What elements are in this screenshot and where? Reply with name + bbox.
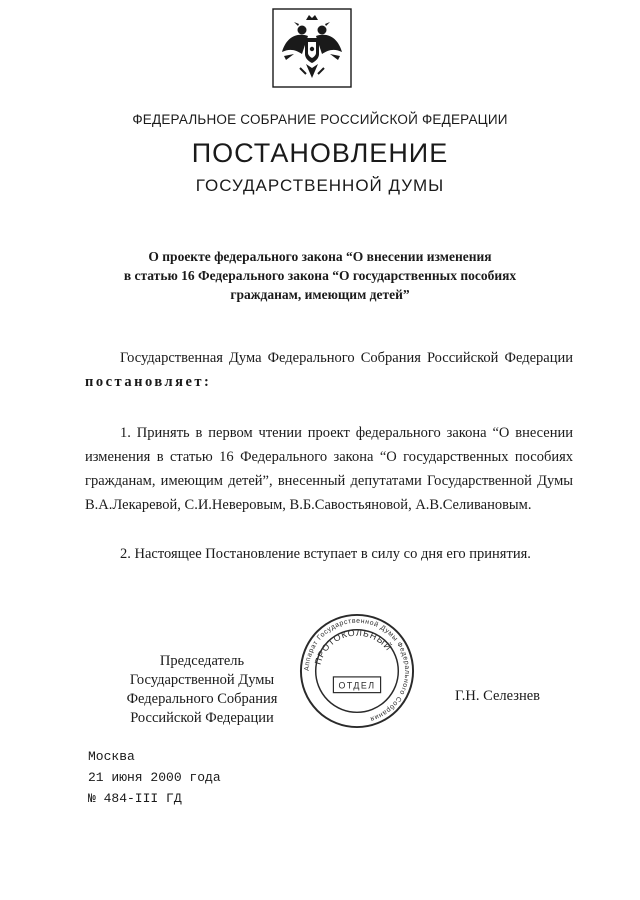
preamble-text: Государственная Дума Федерального Собрания Российской Федерации [120, 350, 573, 366]
preamble-paragraph [85, 346, 573, 394]
preamble-verb: постановляет: [85, 374, 212, 390]
official-seal-stamp [298, 612, 416, 730]
federal-assembly-heading: ФЕДЕРАЛЬНОЕ СОБРАНИЕ РОССИЙСКОЙ ФЕДЕРАЦИИ [132, 112, 508, 127]
stamp-inner-text: ПРОТОКОЛЬНЫЙ [312, 627, 394, 666]
signatory-title-line: Председатель Государственной Думы [129, 653, 275, 688]
coat-of-arms-emblem [272, 8, 352, 88]
date-of-issue: 21 июня 2000 года [88, 770, 221, 785]
place-of-issue: Москва [88, 749, 135, 764]
subject-line: О проекте федерального закона “О внесении изменения [148, 249, 492, 264]
document-type-title: ПОСТАНОВЛЕНИЕ [191, 138, 449, 168]
signatory-title-line: Российской Федерации [130, 710, 274, 726]
document-footer [88, 746, 221, 809]
signatory-name: Г.Н. Селезнев [455, 688, 540, 704]
stamp-center-text: ОТДЕЛ [338, 680, 376, 691]
stamp-outer-text: Аппарат Государственной Думы Федерального Собрания [303, 617, 411, 723]
signatory-title-line: Федерального Собрания [126, 691, 278, 707]
resolution-subject [90, 247, 550, 304]
resolution-item [85, 542, 573, 566]
signatory-title [108, 652, 296, 728]
resolution-item [85, 421, 573, 517]
item-text: 1. Принять в первом чтении проект федерального закона “О внесении изменения в статью 16 Федерального закона “О государственных пособиях гражданам, имеющим детей”, внесенный депутатами Государственной Думы В.А.Лекаревой, С.И.Неверовым, В.Б.Савостьяновой, А.В.Селивановым. [85, 425, 573, 513]
subject-line: гражданам, имеющим детей” [230, 287, 410, 302]
document-number: № 484-III ГД [88, 791, 182, 806]
subject-line: в статью 16 Федерального закона “О государственных пособиях [123, 268, 517, 283]
issuing-body-title: ГОСУДАРСТВЕННОЙ ДУМЫ [195, 176, 445, 195]
item-text: 2. Настоящее Постановление вступает в силу со дня его принятия. [120, 546, 531, 562]
